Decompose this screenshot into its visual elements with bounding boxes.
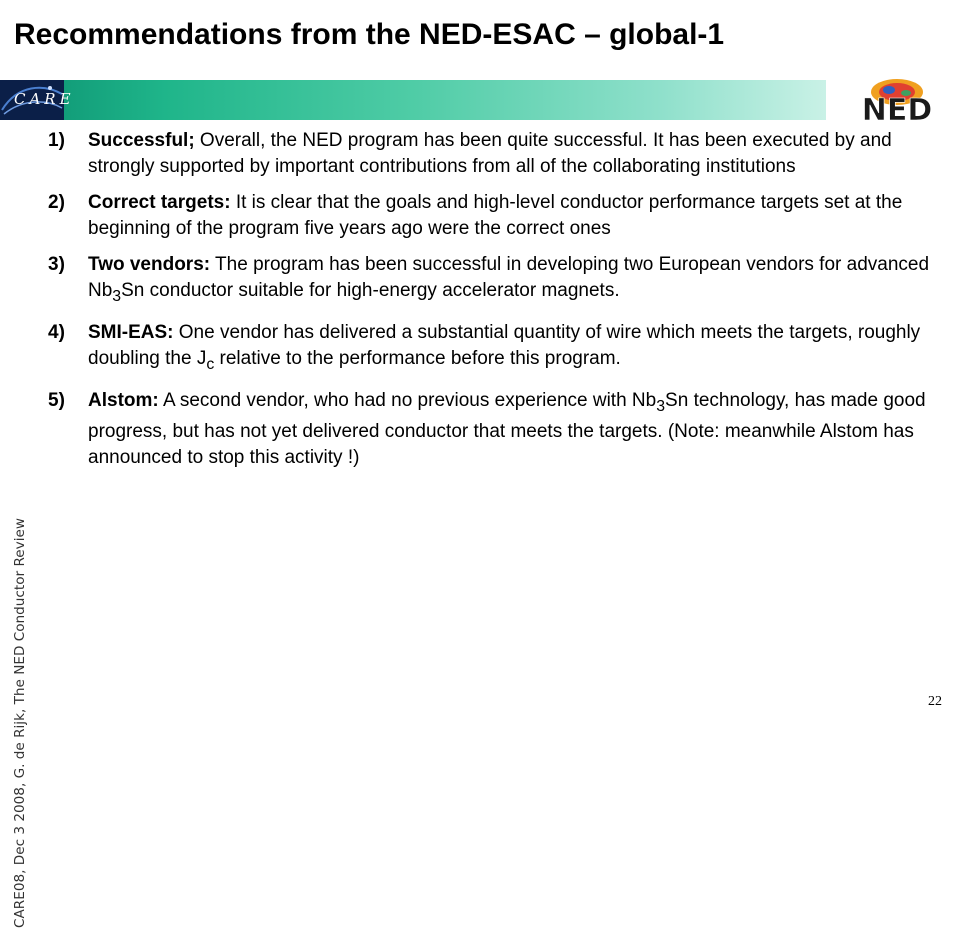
side-footer: [0, 216, 28, 928]
header-banner: [0, 80, 826, 120]
ned-logo-graphic: [842, 78, 952, 126]
item-text: A second vendor, who had no previous experience with Nb: [158, 389, 657, 411]
side-footer-text: CARE08, Dec 3 2008, G. de Rijk, The NED Conductor Review: [12, 518, 28, 928]
item-number: 1): [48, 130, 65, 151]
recommendation-item-4: [48, 320, 938, 378]
subscript: c: [206, 355, 215, 373]
item-text: relative to the performance before this program.: [214, 347, 621, 369]
recommendation-item-3: [48, 252, 938, 310]
item-number: 4): [48, 321, 65, 343]
ned-logo-text: NED: [861, 93, 933, 128]
item-text: Sn technology, has made good progress, but has not yet delivered conductor that meets the targets. (Note: meanwhile Alstom has announced to stop this activity !): [88, 389, 926, 469]
item-heading: SMI-EAS:: [88, 321, 174, 343]
care-logo: [0, 80, 75, 120]
recommendation-item-2: [48, 190, 938, 242]
recommendation-item-5: [48, 388, 938, 472]
item-heading: Alstom:: [88, 389, 159, 411]
item-heading: Two vendors:: [88, 254, 211, 275]
item-number: 3): [48, 254, 65, 275]
item-heading: Correct targets:: [88, 192, 231, 213]
item-text: Sn conductor suitable for high-energy accelerator magnets.: [121, 280, 620, 301]
care-logo-text: CARE: [14, 90, 75, 108]
item-heading: Successful;: [88, 130, 195, 151]
recommendation-item-1: [48, 128, 938, 180]
ned-logo: [842, 78, 952, 126]
item-text: The program has been successful in developing two European vendors for advanced Nb: [88, 254, 930, 301]
item-text: Overall, the NED program has been quite successful. It has been executed by and strongly supported by important contributions from all of the collaborating institutions: [88, 130, 892, 177]
subscript: 3: [112, 287, 122, 305]
page-number: 22: [928, 694, 942, 709]
item-text: One vendor has delivered a substantial quantity of wire which meets the targets, roughly doubling the J: [88, 321, 921, 369]
subscript: 3: [656, 397, 666, 415]
slide-title: Recommendations from the NED-ESAC – global-1: [14, 18, 725, 51]
item-number: 5): [48, 389, 65, 411]
recommendations-list: [48, 128, 938, 481]
item-number: 2): [48, 192, 65, 213]
item-text: It is clear that the goals and high-level conductor performance targets set at the beginning of the program five years ago were the correct ones: [88, 192, 903, 239]
